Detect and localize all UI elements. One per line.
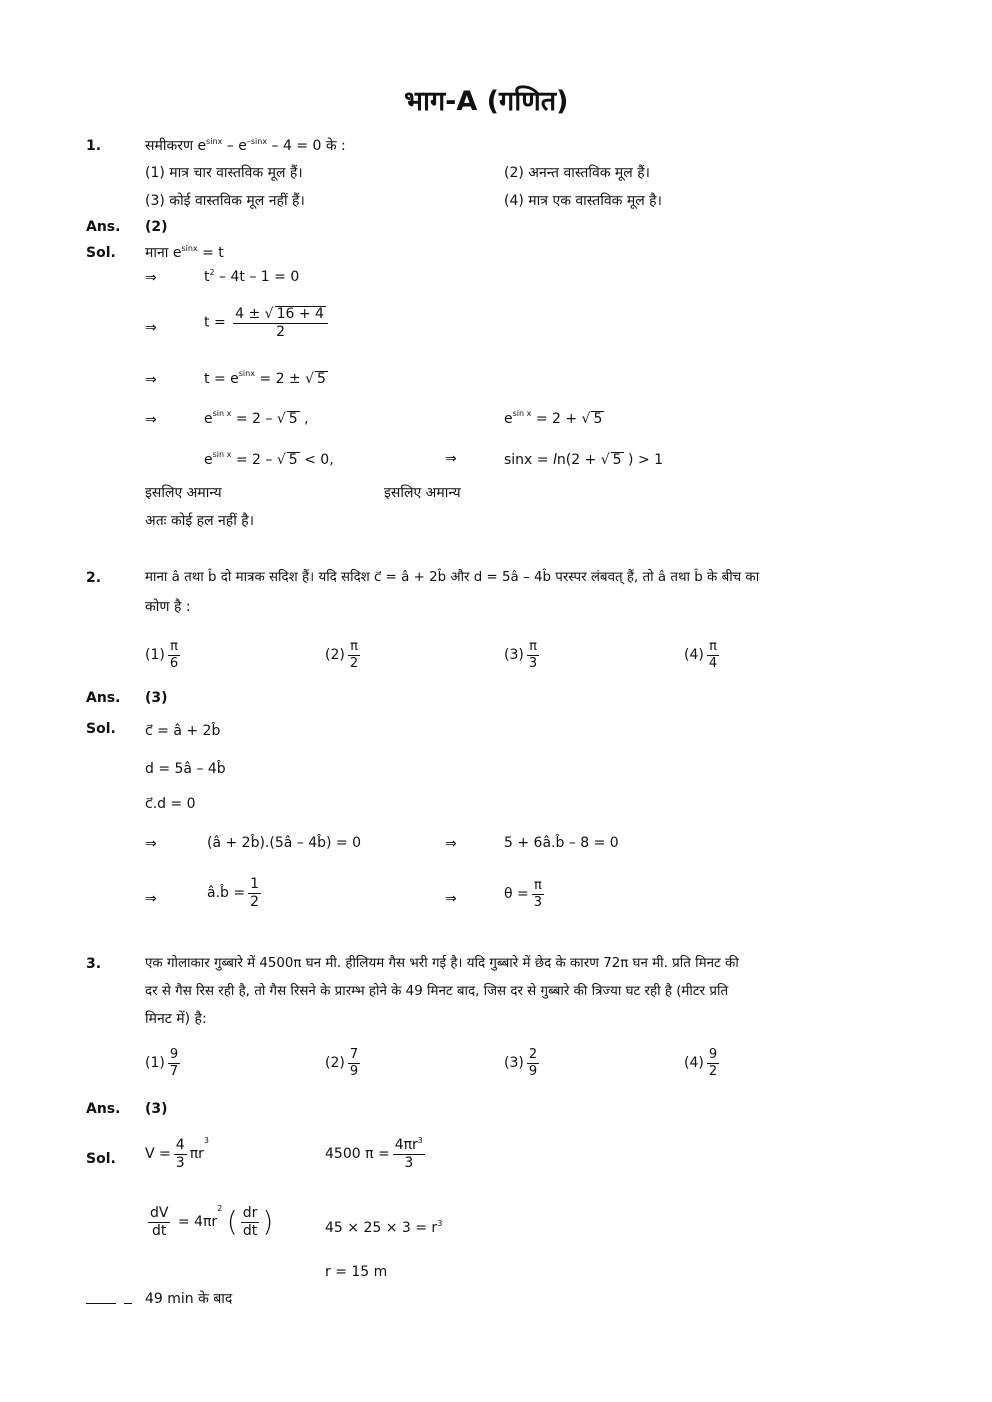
q2-option-4: (4) $\frac{\pi}{4}$ xyxy=(684,639,718,671)
implies-icon: ⇒ xyxy=(145,412,157,428)
q1-sol-step-6b: sinx = ln(2 + √ 5 ) > 1 xyxy=(504,452,664,468)
q1-answer: (2) xyxy=(145,219,168,235)
q2-option-1: (1) $\frac{\pi}{6}$ xyxy=(145,639,179,671)
q3-sol-volume: V = $\frac{4}{3}$ $\pi r^3$ xyxy=(145,1136,209,1171)
q1-step3-den: 2 xyxy=(276,323,285,340)
q3-stem-line-3: मिनट में) है: xyxy=(145,1011,207,1027)
q2-option-3: (3) $\frac{\pi}{3}$ xyxy=(504,639,538,671)
q2-sol-step-4a: (â + 2b̂).(5â – 4b̂) = 0 xyxy=(207,835,362,851)
q1-sol-step-3: t = $\frac{4 \pm √ 16 + 4}{2}$ xyxy=(204,306,331,339)
q3-sol-derivative: $\frac{dV}{dt}$ = $4\pi r^2$ ( $\frac{dr}{dt}$ ) xyxy=(150,1204,274,1239)
q1-stem: समीकरण $e^{sinx} - e^{-sinx} - 4 = 0$ के : xyxy=(145,137,346,154)
q1-option-1: (1) मात्र चार वास्तविक मूल हैं। xyxy=(145,165,303,181)
q1-invalid-1: इसलिए अमान्य xyxy=(145,485,222,501)
q1-invalid-2: इसलिए अमान्य xyxy=(384,485,461,501)
q1-option-2: (2) अनन्त वास्तविक मूल हैं। xyxy=(504,165,650,181)
q2-answer: (3) xyxy=(145,690,168,706)
implies-icon: ⇒ xyxy=(445,891,457,907)
q2-number: 2. xyxy=(86,570,102,586)
q3-option-2: (2) $\frac{7}{9}$ xyxy=(325,1047,359,1079)
q3-stem-line-1: एक गोलाकार गुब्बारे में 4500π घन मी. हीलियम गैस भरी गई है। यदि गुब्बारे में छेद के कारण 72π घन मी. प्रति मिनट की xyxy=(145,956,739,971)
q1-sol-step-5a: $e^{sin x} = 2$ – √ 5 , xyxy=(204,409,309,427)
q3-ans-label: Ans. xyxy=(86,1101,121,1117)
implies-icon: ⇒ xyxy=(145,372,157,388)
footer-divider-small xyxy=(124,1303,132,1304)
q1-sol-step-2: $t^2 - 4t - 1 = 0$ xyxy=(204,268,300,285)
footer-divider xyxy=(86,1303,116,1304)
q2-option-2: (2) $\frac{\pi}{2}$ xyxy=(325,639,359,671)
q3-sol-label: Sol. xyxy=(86,1151,116,1167)
q3-number: 3. xyxy=(86,956,102,972)
q2-sol-step-5a: â.b̂ = $\frac{1}{2}$ xyxy=(207,876,260,910)
q3-option-4: (4) $\frac{9}{2}$ xyxy=(684,1047,718,1079)
implies-icon: ⇒ xyxy=(445,836,457,852)
implies-icon: ⇒ xyxy=(145,270,157,286)
q2-sol-label: Sol. xyxy=(86,721,116,737)
q3-sol-eq-3: r = 15 m xyxy=(325,1264,388,1280)
q2-sol-step-4b: 5 + 6â.b̂ – 8 = 0 xyxy=(504,835,619,851)
q2-sol-step-3: c⃗.d = 0 xyxy=(145,796,196,812)
q3-option-3: (3) $\frac{2}{9}$ xyxy=(504,1047,538,1079)
q1-ans-label: Ans. xyxy=(86,219,121,235)
q1-number: 1. xyxy=(86,138,102,154)
q1-sol-step-6a: $e^{sin x} = 2$ – √ 5 < 0, xyxy=(204,450,334,468)
q1-option-3: (3) कोई वास्तविक मूल नहीं हैं। xyxy=(145,193,305,209)
q2-sol-step-1: c⃗ = â + 2b̂ xyxy=(145,723,221,739)
implies-icon: ⇒ xyxy=(145,320,157,336)
implies-icon: ⇒ xyxy=(145,891,157,907)
q3-stem-line-2: दर से गैस रिस रही है, तो गैस रिसने के प्रारम्भ होने के 49 मिनट बाद, जिस दर से गुब्बारे की त्रिज्या घट रही है (मीटर प्रति xyxy=(145,984,729,999)
q3-option-1: (1) $\frac{9}{7}$ xyxy=(145,1047,179,1079)
q2-stem-line-2: कोण है : xyxy=(145,599,191,615)
q2-stem-line-1: माना â तथा b̂ दो मात्रक सदिश हैं। यदि सदिश c⃗ = â + 2b̂ और d = 5â – 4b̂ परस्पर लंबवत् हैं, तो â तथा b̂ के बीच का xyxy=(145,570,760,585)
q2-sol-step-5b: θ = $\frac{\pi}{3}$ xyxy=(504,878,543,910)
implies-icon: ⇒ xyxy=(445,451,457,467)
q1-sol-label: Sol. xyxy=(86,245,116,261)
q3-sol-last: 49 min के बाद xyxy=(145,1291,233,1307)
q1-sol-step-5b: $e^{sin x} = 2$ + √ 5 xyxy=(504,409,603,427)
q2-ans-label: Ans. xyxy=(86,690,121,706)
q1-sol-step-4: $t = e^{sinx} = 2$ ± √ 5 xyxy=(204,369,326,387)
q1-sol-step-1: माना $e^{sinx} = t$ xyxy=(145,244,224,261)
q3-answer: (3) xyxy=(145,1101,168,1117)
q1-step3-lhs: t = xyxy=(204,314,226,331)
page-title: भाग-A (गणित) xyxy=(404,86,569,117)
q1-option-4: (4) मात्र एक वास्तविक मूल है। xyxy=(504,193,662,209)
q3-sol-eq-2: $45 \times 25 \times 3 = r^3$ xyxy=(325,1219,443,1236)
q3-sol-eq-1: 4500 π = $\frac{4\pi r^3}{3}$ xyxy=(325,1136,423,1171)
implies-icon: ⇒ xyxy=(145,836,157,852)
q1-conclusion: अतः कोई हल नहीं है। xyxy=(145,513,255,529)
q2-sol-step-2: d = 5â – 4b̂ xyxy=(145,761,226,777)
